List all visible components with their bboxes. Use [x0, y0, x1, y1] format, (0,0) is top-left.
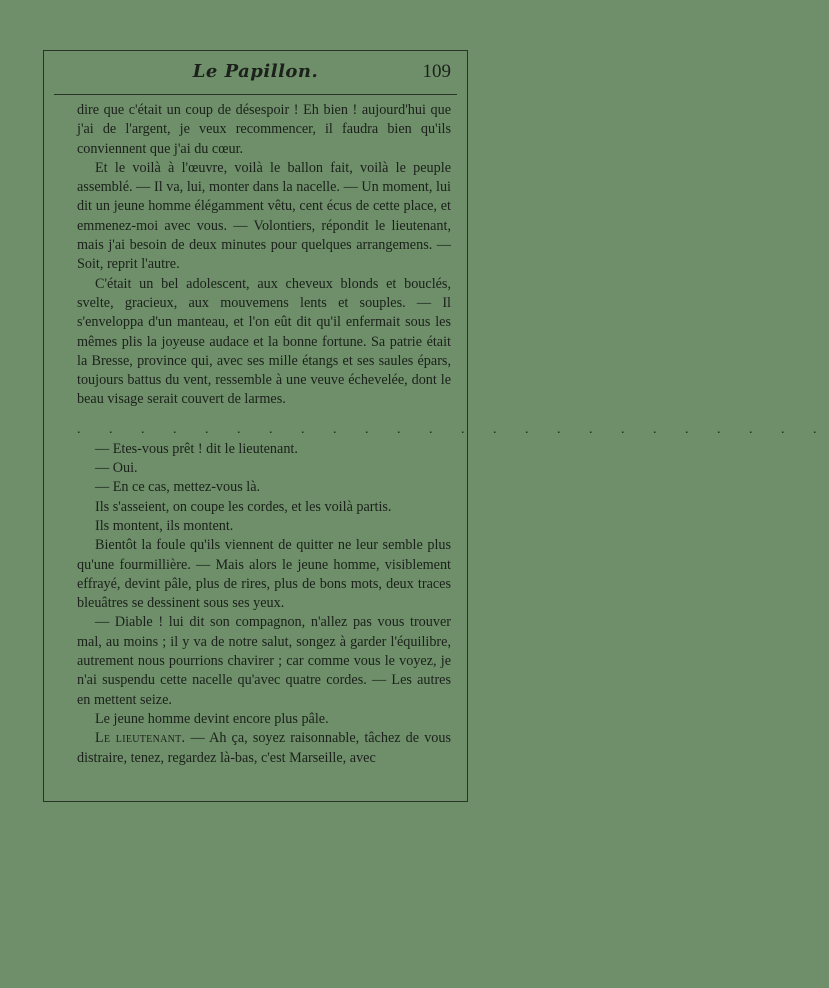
page-number: 109	[422, 61, 451, 82]
paragraph: — Oui.	[95, 460, 138, 477]
header-rule	[54, 94, 457, 95]
paragraph: Ils montent, ils montent.	[95, 517, 234, 534]
paragraph: — Diable ! lui dit son compagnon, n'allez pas vous trouver mal, au moins ; il y va de notre salut, songez à garder l'équilibre, autrement nous pourrions chavirer ; car comme vous le voyez, je n'ai suspendu cette nacelle qu'avec quatre cordes. — Les autres en mettent seize.	[77, 614, 451, 708]
speaker-label: Le lieutenant.	[95, 730, 186, 747]
paragraph: Bientôt la foule qu'ils viennent de quitter ne leur semble plus qu'une fourmillière. — Mais alors le jeune homme, visiblement effrayé, devint pâle, plus de rires, plus de bons mots, deux traces bleuâtres se dessinent sous ses yeux.	[77, 537, 451, 612]
paragraph: C'était un bel adolescent, aux cheveux blonds et bouclés, svelte, gracieux, aux mouvemens lents et souples. — Il s'enveloppa d'un manteau, et l'on eût dit qu'il enfermait sous les mêmes plis la joyeuse audace et la bonne fortune. Sa patrie était la Bresse, province qui, avec ses mille étangs et ses saules épars, toujours battus du vent, ressemble à une veuve échevelée, dont le beau visage serait couvert de larmes.	[77, 275, 451, 408]
paragraph: — Etes-vous prêt ! dit le lieutenant.	[95, 440, 298, 457]
body-text	[77, 101, 829, 768]
running-title: Le Papillon.	[192, 61, 319, 82]
paragraph: Et le voilà à l'œuvre, voilà le ballon fait, voilà le peuple assemblé. — Il va, lui, monter dans la nacelle. — Un moment, lui dit un jeune homme élégamment vêtu, cent écus de cette place, et emmenez-moi avec vous. — Volontiers, répondit le lieutenant, mais j'ai besoin de deux minutes pour quelques arrangemens. — Soit, reprit l'autre.	[77, 159, 451, 273]
paragraph-text: — Ah ça, soyez raisonnable, tâchez de vous distraire, tenez, regardez là-bas, c'est Marseille, avec	[77, 730, 451, 766]
paragraph: Ils s'asseient, on coupe les cordes, et les voilà partis.	[95, 498, 392, 515]
paragraph: dire que c'était un coup de désespoir ! Eh bien ! aujourd'hui que j'ai de l'argent, je veux recommencer, il faudra bien qu'ils conviennent que j'ai du cœur.	[77, 102, 451, 157]
paragraph: Le jeune homme devint encore plus pâle.	[95, 710, 329, 727]
page-frame	[43, 50, 829, 802]
page-header	[44, 57, 467, 89]
paragraph	[77, 729, 451, 768]
ellipsis-separator: . . . . . . . . . . . . . . . . . . . . . . . .	[77, 421, 829, 437]
paragraph: — En ce cas, mettez-vous là.	[95, 479, 261, 496]
